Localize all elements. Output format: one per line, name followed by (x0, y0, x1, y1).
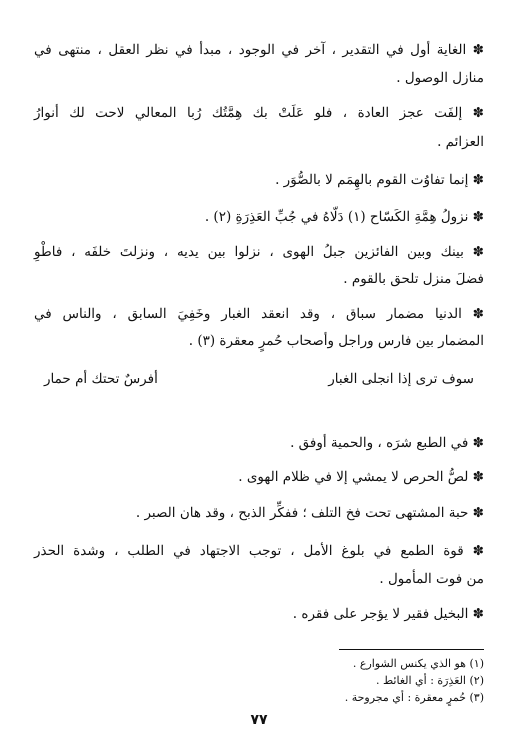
footnote-3: (٣) حُمرٍ معقرة : أي مجروحة . (344, 691, 484, 704)
aphorism-5-line-2: فضلَ منزل تلحق بالقوم . (343, 271, 484, 287)
page-number: ٧٧ (250, 712, 268, 728)
aphorism-7: ✽ في الطبع شرَه ، والحمية أوفق . (290, 435, 484, 451)
footnote-2: (٢) العَذِرَة : أي الغائط . (376, 674, 484, 687)
aphorism-1-line-1: ✽ الغاية أول في التقدير ، آخر في الوجود ، مبدأ في نظر العقل ، منتهى في (34, 42, 484, 58)
aphorism-5-line-1: ✽ بينك وبين الفائزين جبلُ الهوى ، نزلوا بين يديه ، ونزلتَ خلفَه ، فاطْوِ (34, 244, 484, 260)
aphorism-1-line-2: منازل الوصول . (396, 70, 484, 86)
aphorism-10-line-1: ✽ قوة الطمع في بلوغ الأمل ، توجب الاجتهاد في الطلب ، وشدة الحذر (34, 543, 484, 559)
footnote-divider (339, 649, 484, 650)
aphorism-2-line-2: العزائم . (437, 134, 484, 150)
aphorism-10-line-2: من فوت المأمول . (379, 571, 484, 587)
aphorism-11: ✽ البخيل فقير لا يؤجر على فقره . (292, 606, 484, 622)
verse-first-hemistich: سوف ترى إذا انجلى الغبار (328, 371, 474, 387)
aphorism-3: ✽ إنما تفاوُت القوم بالهِمَم لا بالصُّوَر . (275, 172, 484, 188)
aphorism-2-line-1: ✽ إلفَت عجز العادة ، فلو عَلَتْ بك هِمَّتُك رُبا المعالي لاحت لك أنوارُ (34, 105, 484, 121)
poetry-verse (44, 371, 474, 387)
footnote-1: (١) هو الذي يكنس الشوارع . (352, 657, 484, 670)
aphorism-9: ✽ حبة المشتهى تحت فخ التلف ؛ ففكِّر الذبح ، وقد هان الصبر . (135, 505, 484, 521)
aphorism-4: ✽ نزولُ هِمَّةِ الكَسّاح (١) دَلّاهُ في جُبِّ العَذِرَةِ (٢) . (204, 209, 484, 225)
verse-second-hemistich: أفرسٌ تحتك أم حمار (44, 371, 158, 387)
aphorism-6-line-2: المضمار بين فارس وراجل وأصحاب حُمرٍ معقرة (٣) . (188, 333, 484, 349)
aphorism-6-line-1: ✽ الدنيا مضمار سباق ، وقد انعقد الغبار وخَفِيَ السابق ، والناس في (34, 306, 484, 322)
aphorism-8: ✽ لصُّ الحرص لا يمشي إلا في ظلام الهوى . (238, 469, 484, 485)
